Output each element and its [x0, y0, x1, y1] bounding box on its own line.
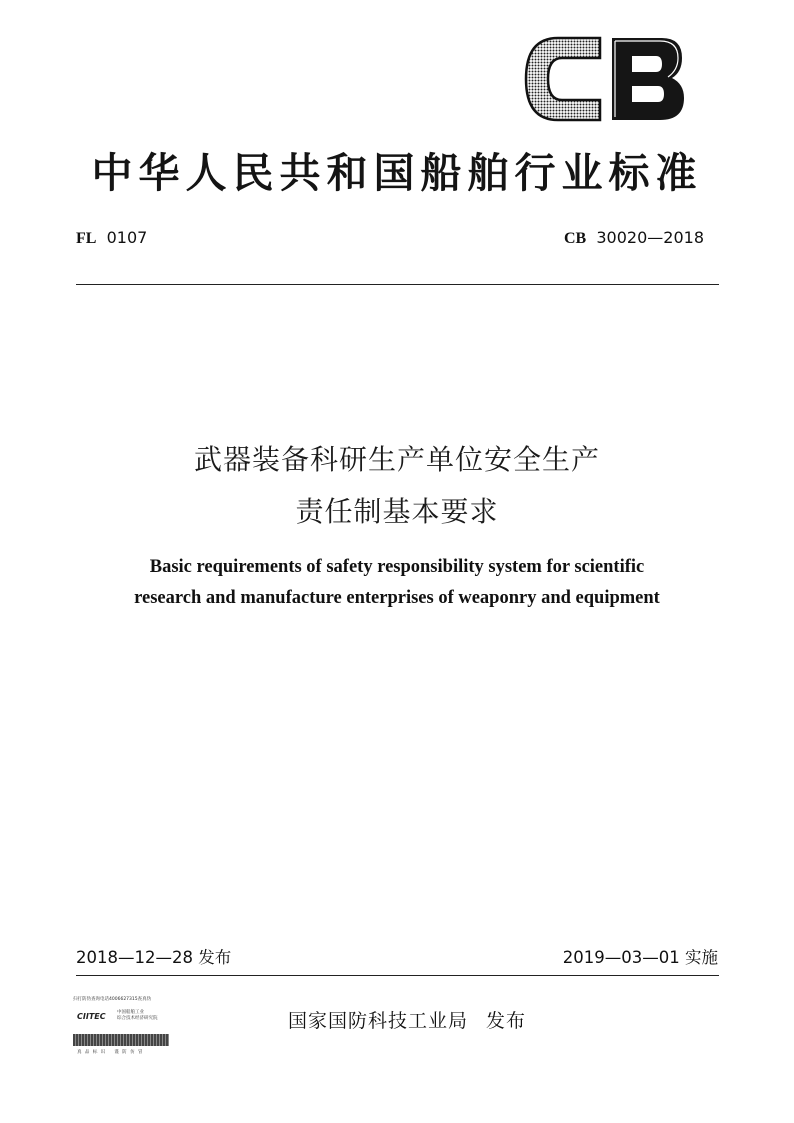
stamp-brand: CIITEC — [77, 1012, 106, 1021]
publish-date: 2018—12—28 发布 — [76, 948, 232, 967]
publisher — [288, 1006, 526, 1033]
bottom-rule — [76, 975, 719, 976]
stamp-org-line-1: 中国船舶工业 — [117, 1010, 144, 1015]
stamp-barcode — [73, 1034, 169, 1046]
fl-number: 0107 — [106, 228, 148, 247]
standard-number — [564, 228, 704, 248]
effective-date: 2019—03—01 实施 — [562, 948, 718, 967]
stamp-org — [117, 1010, 158, 1022]
fl-prefix: FL — [76, 230, 97, 247]
publisher-name: 国家国防科技工业局 — [288, 1010, 469, 1032]
anti-counterfeit-stamp — [73, 996, 169, 1060]
cb-number: 30020—2018 — [596, 228, 704, 247]
english-title-line-2: research and manufacture enterprises of weaponry and equipment — [134, 588, 660, 608]
chinese-title-line-1: 武器装备科研生产单位安全生产 — [193, 443, 600, 476]
publisher-action: 发布 — [486, 1010, 527, 1032]
english-title-line-1: Basic requirements of safety responsibility system for scientific — [149, 557, 645, 577]
stamp-org-line-2: 综合技术经济研究院 — [117, 1016, 158, 1021]
fl-code — [76, 228, 147, 248]
stamp-notice: 真 品 标 识 谨 防 仿 冒 — [77, 1050, 144, 1055]
chinese-title-line-2: 责任制基本要求 — [295, 495, 499, 528]
stamp-hotline: 扫打防伪查询电话4006627315查真伪 — [73, 997, 152, 1002]
top-rule — [76, 284, 719, 285]
cb-logo — [522, 34, 686, 124]
cb-prefix: CB — [563, 230, 587, 247]
standard-title: 中华人民共和国船舶行业标准 — [91, 149, 703, 197]
